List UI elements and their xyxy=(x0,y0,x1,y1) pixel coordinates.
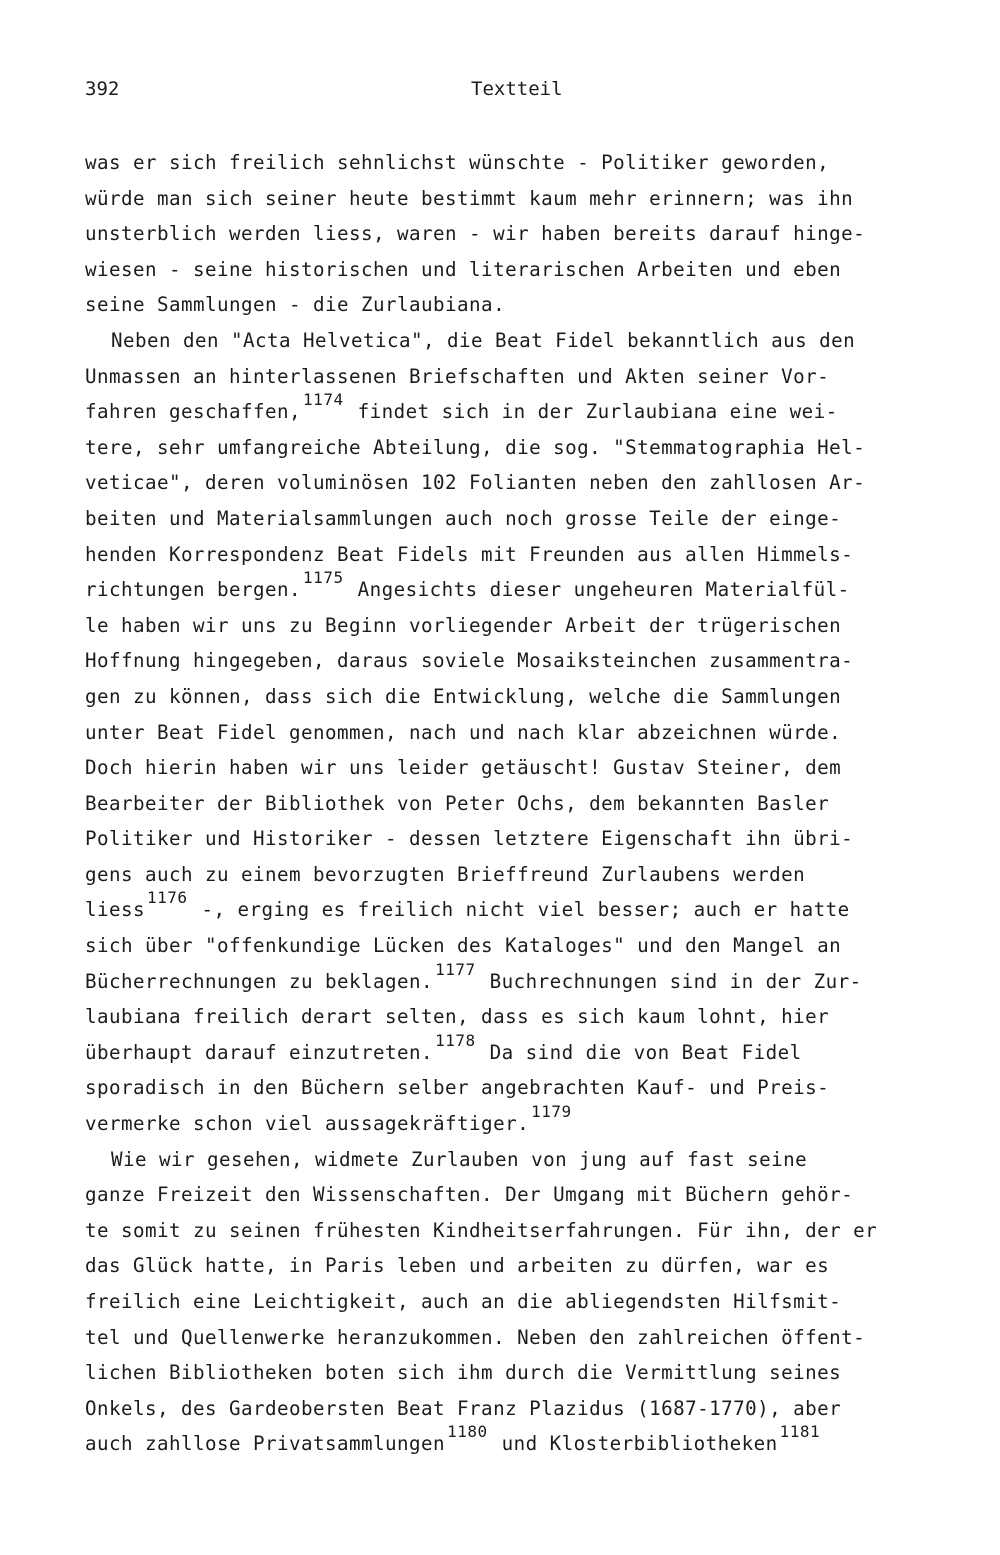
line-text: das Glück hatte, in Paris leben und arbeiten zu dürfen, war es xyxy=(85,1254,830,1278)
text-line xyxy=(85,1248,965,1284)
footnote-marker: 1177 xyxy=(435,959,476,979)
page-number: 392 xyxy=(85,78,120,100)
line-text-continued: Buchrechnungen sind in der Zur- xyxy=(477,969,862,993)
page-header xyxy=(85,78,965,102)
text-line xyxy=(85,1213,965,1249)
text-line xyxy=(85,359,965,395)
line-text: vermerke schon viel aussagekräftiger. xyxy=(85,1112,530,1136)
line-text: Unmassen an hinterlassenen Briefschaften und Akten seiner Vor- xyxy=(85,364,830,388)
line-text: te somit zu seinen frühesten Kindheitserfahrungen. Für ihn, der er xyxy=(85,1218,878,1242)
text-line xyxy=(85,430,965,466)
footnote-marker: 1179 xyxy=(531,1102,572,1122)
line-text: Neben den "Acta Helvetica", die Beat Fidel bekanntlich aus den xyxy=(111,328,856,352)
text-line xyxy=(85,750,965,786)
text-line xyxy=(85,959,965,1000)
text-line xyxy=(85,821,965,857)
line-text: Doch hierin haben wir uns leider getäuscht! Gustav Steiner, dem xyxy=(85,756,842,780)
line-text: unsterblich werden liess, waren - wir haben bereits darauf hinge- xyxy=(85,222,866,246)
text-line xyxy=(85,287,965,323)
footnote-marker: 1175 xyxy=(303,568,344,588)
line-text-continued: Angesichts dieser ungeheuren Materialfül- xyxy=(345,578,850,602)
text-line xyxy=(85,1030,965,1071)
line-text: würde man sich seiner heute bestimmt kaum mehr erinnern; was ihn xyxy=(85,186,854,210)
text-line xyxy=(85,1391,965,1427)
line-text: richtungen bergen. xyxy=(85,578,302,602)
text-line xyxy=(85,999,965,1035)
line-text: Bearbeiter der Bibliothek von Peter Ochs, dem bekannten Basler xyxy=(85,791,830,815)
text-line xyxy=(85,857,965,893)
text-line xyxy=(85,1177,965,1213)
footnote-marker: 1180 xyxy=(447,1422,488,1442)
line-text: was er sich freilich sehnlichst wünschte - Politiker geworden, xyxy=(85,151,830,174)
line-text: tere, sehr umfangreiche Abteilung, die sog. "Stemmatographia Hel- xyxy=(85,435,866,459)
text-line xyxy=(85,501,965,537)
text-line xyxy=(85,465,965,501)
line-text: seine Sammlungen - die Zurlaubiana. xyxy=(85,293,506,317)
text-line xyxy=(85,216,965,252)
text-line xyxy=(85,715,965,751)
line-text: Onkels, des Gardeobersten Beat Franz Plazidus (1687-1770), aber xyxy=(85,1396,842,1420)
text-line xyxy=(85,1142,965,1178)
text-line xyxy=(85,888,965,928)
footnote-marker: 1181 xyxy=(779,1422,821,1442)
text-line xyxy=(85,145,965,181)
line-text: Politiker und Historiker - dessen letztere Eigenschaft ihn übri- xyxy=(85,827,854,851)
line-text: auch zahllose Privatsammlungen xyxy=(85,1432,446,1456)
text-line xyxy=(85,679,965,715)
line-text: gens auch zu einem bevorzugten Brieffreund Zurlaubens werden xyxy=(85,862,806,886)
line-text: Bücherrechnungen zu beklagen. xyxy=(85,969,434,993)
text-line xyxy=(85,568,965,608)
footnote-marker: 1174 xyxy=(303,390,344,410)
line-text: lichen Bibliotheken boten sich ihm durch die Vermittlung seines xyxy=(85,1361,842,1385)
text-line xyxy=(85,608,965,644)
line-text: überhaupt darauf einzutreten. xyxy=(85,1040,434,1064)
text-line xyxy=(85,181,965,217)
text-line xyxy=(85,1284,965,1320)
line-text: beiten und Materialsammlungen auch noch grosse Teile der einge- xyxy=(85,506,842,530)
line-text-continued: Da sind die von Beat Fidel xyxy=(477,1040,802,1064)
text-line xyxy=(85,1070,965,1106)
line-text: unter Beat Fidel genommen, nach und nach klar abzeichnen würde. xyxy=(85,720,842,744)
line-text: le haben wir uns zu Beginn vorliegender Arbeit der trügerischen xyxy=(85,613,842,637)
text-line xyxy=(85,323,965,359)
text-line xyxy=(85,252,965,288)
line-text: liess xyxy=(85,898,146,922)
line-text-continued: -, erging es freilich nicht viel besser; auch er hatte xyxy=(189,898,850,922)
text-line xyxy=(85,928,965,964)
footnote-marker: 1176 xyxy=(147,888,188,908)
line-text: veticae", deren voluminösen 102 Folianten neben den zahllosen Ar- xyxy=(85,471,866,495)
line-text: wiesen - seine historischen und literarischen Arbeiten und eben xyxy=(85,257,842,281)
line-text: gen zu können, dass sich die Entwicklung, welche die Sammlungen xyxy=(85,684,842,708)
line-text-continued: und Klosterbibliotheken xyxy=(489,1432,778,1456)
line-text: Hoffnung hingegeben, daraus soviele Mosaiksteinchen zusammentra- xyxy=(85,649,854,673)
text-line xyxy=(85,1102,965,1142)
body-text xyxy=(85,145,965,1462)
footnote-marker: 1178 xyxy=(435,1030,476,1050)
text-line xyxy=(85,1320,965,1356)
line-text: ganze Freizeit den Wissenschaften. Der Umgang mit Büchern gehör- xyxy=(85,1183,854,1207)
running-head: Textteil xyxy=(471,78,563,100)
text-line xyxy=(85,537,965,573)
text-line xyxy=(85,643,965,679)
text-line xyxy=(85,390,965,430)
text-line xyxy=(85,1422,965,1462)
line-text: sporadisch in den Büchern selber angebrachten Kauf- und Preis- xyxy=(85,1076,830,1100)
line-text: tel und Quellenwerke heranzukommen. Neben den zahlreichen öffent- xyxy=(85,1325,866,1349)
line-text: henden Korrespondenz Beat Fidels mit Freunden aus allen Himmels- xyxy=(85,542,854,566)
line-text: fahren geschaffen, xyxy=(85,400,302,424)
line-text: sich über "offenkundige Lücken des Kataloges" und den Mangel an xyxy=(85,934,842,958)
text-line xyxy=(85,1355,965,1391)
text-line xyxy=(85,786,965,822)
line-text: Wie wir gesehen, widmete Zurlauben von jung auf fast seine xyxy=(111,1147,808,1171)
line-text: freilich eine Leichtigkeit, auch an die abliegendsten Hilfsmit- xyxy=(85,1290,842,1313)
line-text: laubiana freilich derart selten, dass es sich kaum lohnt, hier xyxy=(85,1005,830,1029)
line-text-continued: findet sich in der Zurlaubiana eine wei- xyxy=(345,400,838,424)
